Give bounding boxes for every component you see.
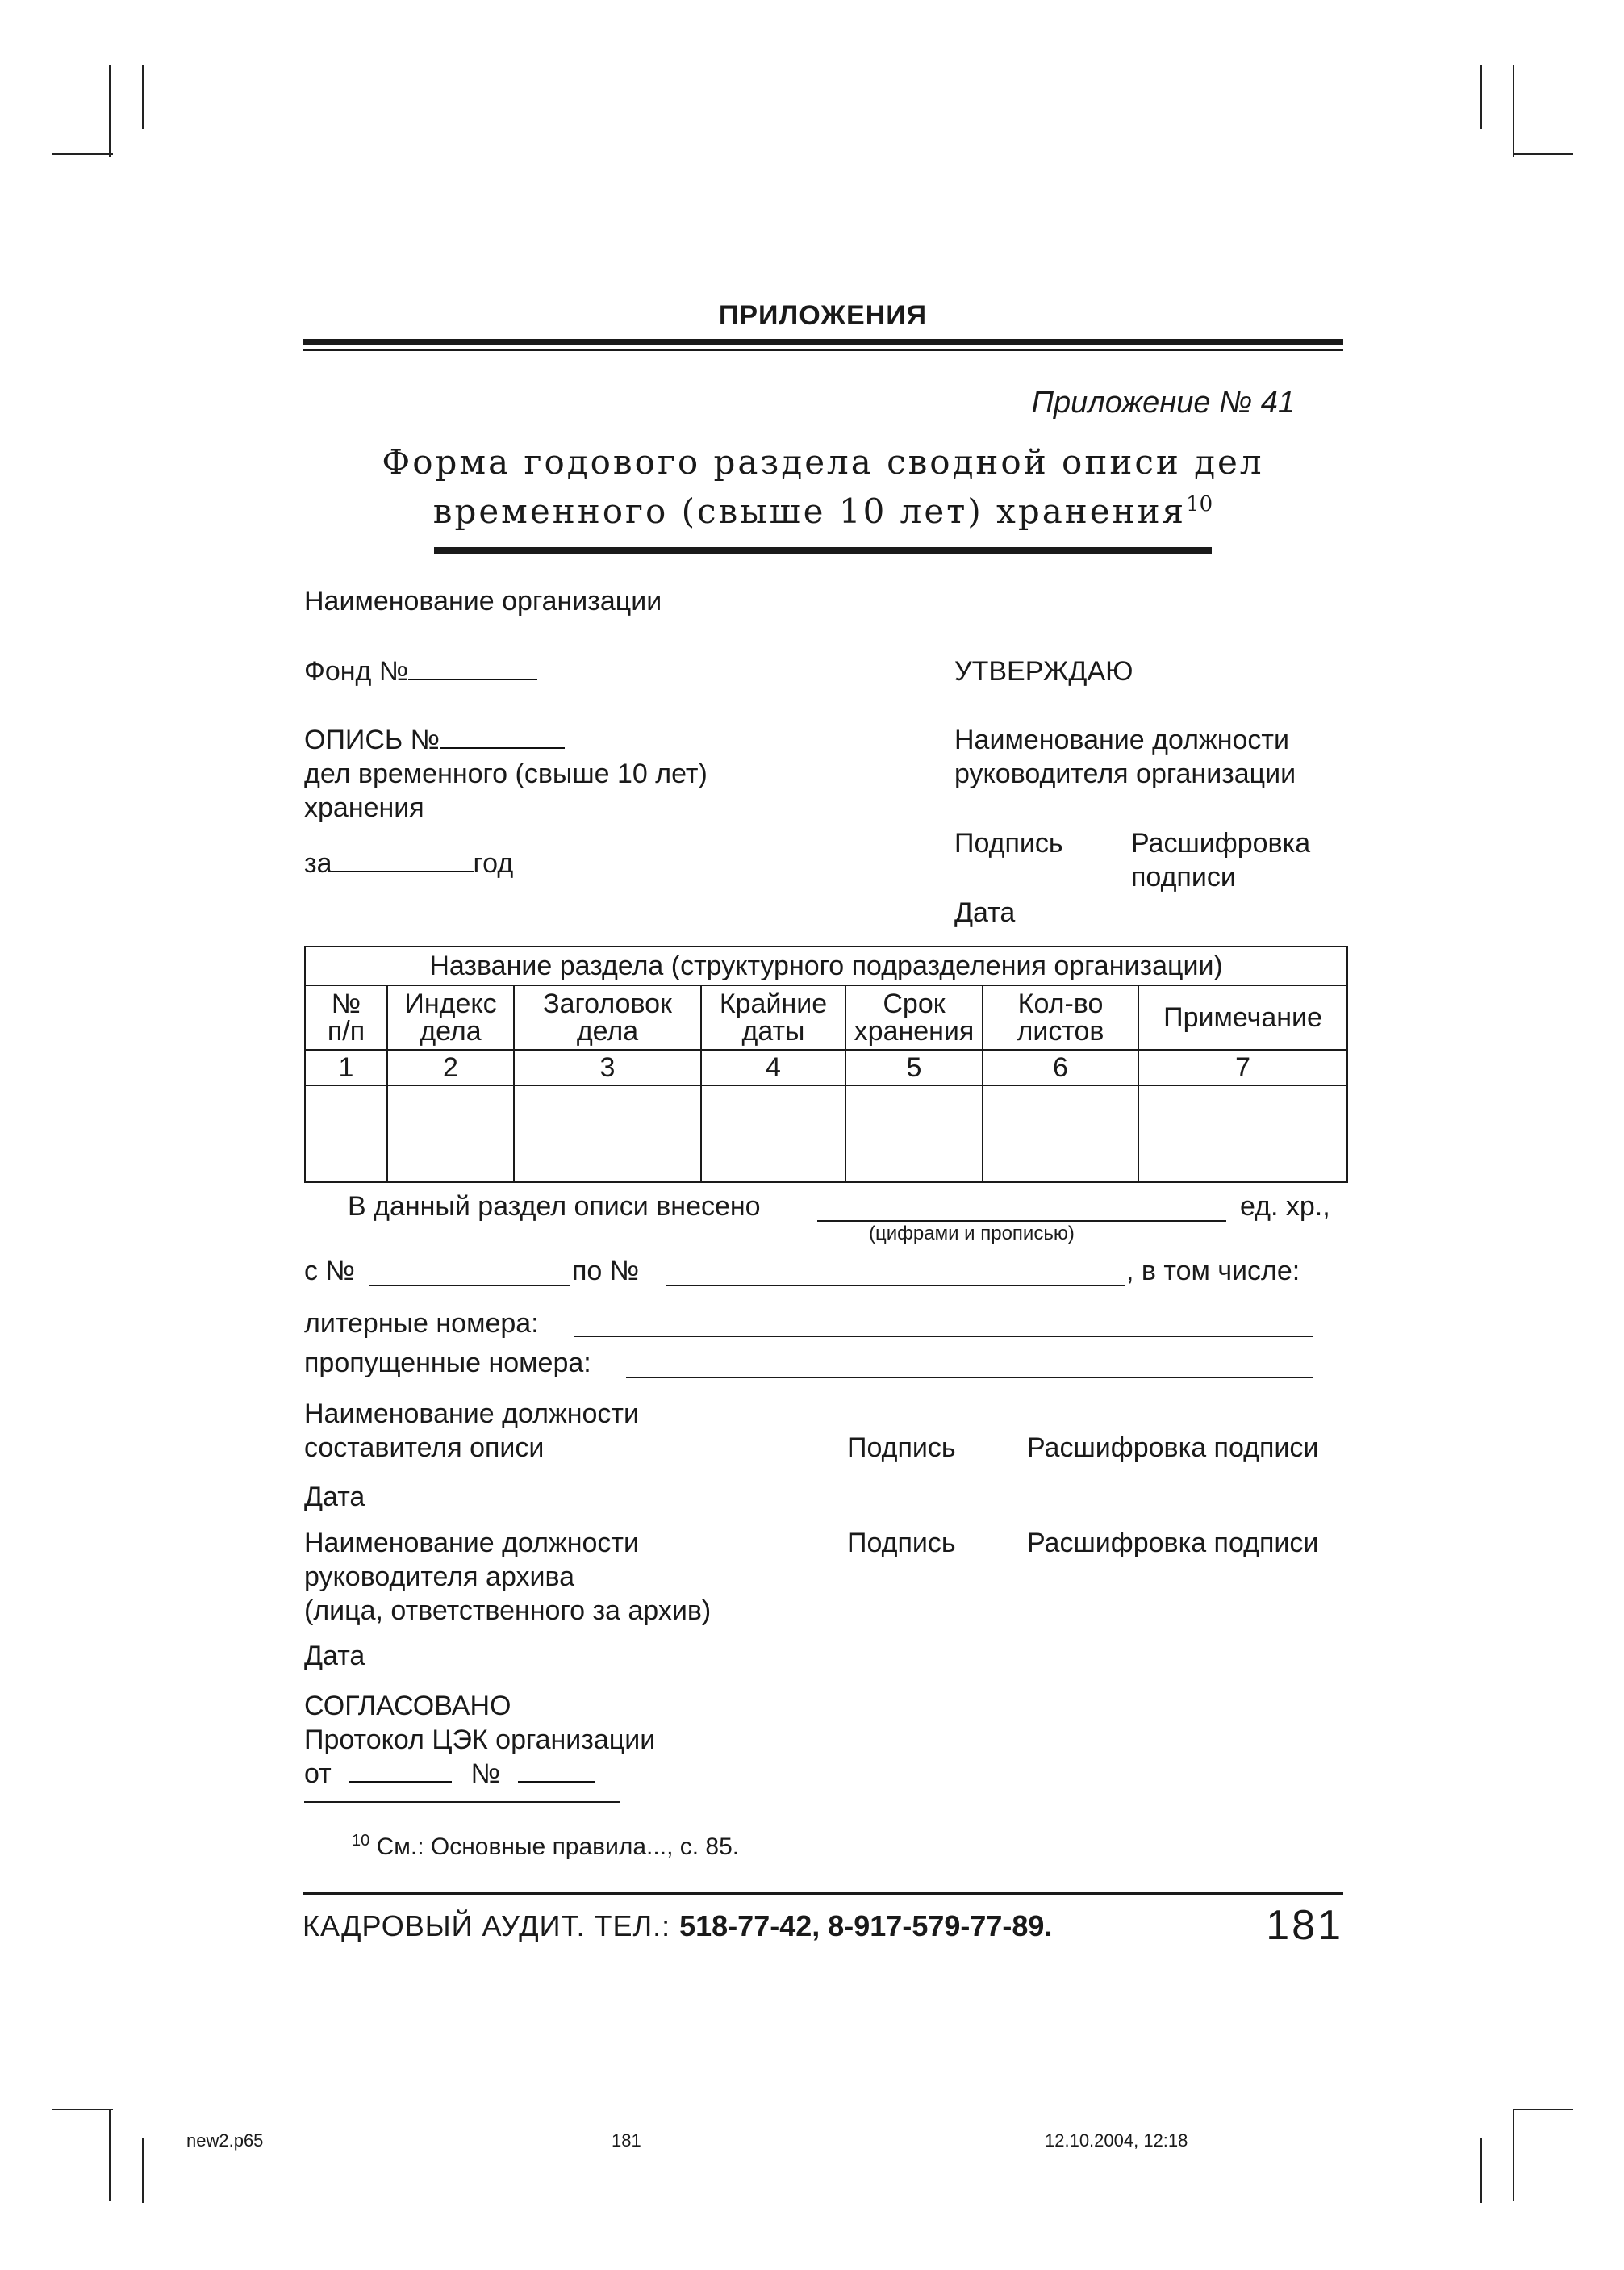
table-cell xyxy=(305,1085,387,1182)
footer-journal xyxy=(303,1909,1052,1943)
archive-decoding: Расшифровка подписи xyxy=(1027,1528,1319,1558)
column-header: Индекс дела xyxy=(387,985,514,1050)
opis-number-line xyxy=(440,723,565,749)
fond-label: Фонд № xyxy=(304,656,409,687)
column-header: Заголовок дела xyxy=(514,985,701,1050)
table-cell xyxy=(701,1085,845,1182)
range-to-line xyxy=(666,1285,1125,1286)
agreed-number-label: № xyxy=(470,1758,501,1789)
approve-position-2: руководителя организации xyxy=(954,759,1296,789)
agreed-date-field xyxy=(304,1757,595,1791)
entered-count-line xyxy=(817,1220,1226,1222)
column-number: 6 xyxy=(983,1050,1138,1085)
agreed-from-label: от xyxy=(304,1758,332,1789)
year-suffix: год xyxy=(473,848,514,879)
approve-decoding-2: подписи xyxy=(1131,862,1236,893)
archive-position-2: руководителя архива xyxy=(304,1561,575,1592)
table-cell xyxy=(1138,1085,1347,1182)
appendix-number: Приложение № 41 xyxy=(1031,386,1295,420)
column-header: Срок хранения xyxy=(845,985,983,1050)
column-number: 7 xyxy=(1138,1050,1347,1085)
agreed-number-line xyxy=(518,1757,595,1783)
agreed-protocol: Протокол ЦЭК организации xyxy=(304,1724,656,1755)
opis-description: дел временного (свыше 10 лет) xyxy=(304,759,708,789)
approve-position: Наименование должности xyxy=(954,725,1289,755)
journal-phones: 518-77-42, 8-917-579-77-89. xyxy=(679,1909,1053,1942)
table-row xyxy=(305,1085,1347,1182)
entered-prefix: В данный раздел описи внесено xyxy=(348,1191,761,1222)
letter-numbers-line xyxy=(574,1336,1313,1337)
missing-numbers-line xyxy=(626,1377,1313,1378)
title-rule xyxy=(434,547,1212,554)
column-header: Кол-во листов xyxy=(983,985,1138,1050)
approve-date: Дата xyxy=(954,897,1016,928)
fond-number-line xyxy=(408,654,537,680)
compiler-position-2: составителя описи xyxy=(304,1432,545,1463)
letter-numbers-label: литерные номера: xyxy=(304,1308,539,1339)
year-prefix: за xyxy=(304,848,332,879)
table-cell xyxy=(387,1085,514,1182)
slug-page: 181 xyxy=(612,2130,641,2151)
agreed-signature-line xyxy=(304,1801,620,1803)
approve-heading: УТВЕРЖДАЮ xyxy=(954,656,1133,687)
column-number: 2 xyxy=(387,1050,514,1085)
column-number: 1 xyxy=(305,1050,387,1085)
agreed-date-line xyxy=(349,1757,452,1783)
approve-signature: Подпись xyxy=(954,828,1063,859)
footer-rule xyxy=(303,1892,1343,1895)
table-caption: Название раздела (структурного подразделения организации) xyxy=(305,947,1347,985)
table-number-row xyxy=(305,1050,1347,1085)
footnote xyxy=(352,1825,739,1862)
compiler-decoding: Расшифровка подписи xyxy=(1027,1432,1319,1463)
range-to-label: по № xyxy=(572,1256,640,1286)
compiler-signature: Подпись xyxy=(847,1432,956,1463)
approve-decoding: Расшифровка xyxy=(1131,828,1311,859)
agreed-heading: СОГЛАСОВАНО xyxy=(304,1691,511,1721)
table-cell xyxy=(514,1085,701,1182)
footnote-number: 10 xyxy=(352,1832,370,1850)
column-header: № п/п xyxy=(305,985,387,1050)
table-cell xyxy=(845,1085,983,1182)
running-head: ПРИЛОЖЕНИЯ xyxy=(718,300,928,331)
slug-datetime: 12.10.2004, 12:18 xyxy=(1045,2130,1188,2151)
including-label: , в том числе: xyxy=(1126,1256,1300,1286)
table-header-row xyxy=(305,985,1347,1050)
compiler-position: Наименование должности xyxy=(304,1398,639,1429)
column-header: Примечание xyxy=(1138,985,1347,1050)
footnote-text: См.: Основные правила..., с. 85. xyxy=(376,1833,740,1860)
opis-description-2: хранения xyxy=(304,792,424,823)
column-header: Крайние даты xyxy=(701,985,845,1050)
inventory-table xyxy=(304,946,1348,1183)
opis-label: ОПИСЬ № xyxy=(304,725,440,755)
title-footnote-ref: 10 xyxy=(1186,492,1213,516)
missing-numbers-label: пропущенные номера: xyxy=(304,1348,591,1378)
column-number: 4 xyxy=(701,1050,845,1085)
header-rule-thin xyxy=(303,349,1343,351)
slug-file: new2.p65 xyxy=(186,2130,264,2151)
title-line-1: Форма годового раздела сводной описи дел xyxy=(382,442,1264,482)
range-from-label: с № xyxy=(304,1256,355,1286)
page-number: 181 xyxy=(1266,1902,1343,1949)
range-from-line xyxy=(369,1285,570,1286)
page-title xyxy=(303,441,1343,533)
fond-field xyxy=(304,654,537,688)
archive-date: Дата xyxy=(304,1641,365,1671)
journal-name: КАДРОВЫЙ АУДИТ. ТЕЛ.: xyxy=(303,1909,680,1942)
table-cell xyxy=(983,1085,1138,1182)
title-line-2: временного (свыше 10 лет) хранения$^{10}$ xyxy=(432,491,1213,531)
header-rule xyxy=(303,339,1343,345)
entered-suffix: ед. хр., xyxy=(1240,1191,1330,1222)
opis-field xyxy=(304,723,565,757)
year-field xyxy=(304,847,513,880)
archive-position: Наименование должности xyxy=(304,1528,639,1558)
compiler-date: Дата xyxy=(304,1482,365,1512)
column-number: 3 xyxy=(514,1050,701,1085)
entered-hint: (цифрами и прописью) xyxy=(869,1223,1075,1244)
year-line xyxy=(332,847,474,872)
archive-position-3: (лица, ответственного за архив) xyxy=(304,1595,712,1626)
column-number: 5 xyxy=(845,1050,983,1085)
org-name-label: Наименование организации xyxy=(304,586,662,617)
archive-signature: Подпись xyxy=(847,1528,956,1558)
